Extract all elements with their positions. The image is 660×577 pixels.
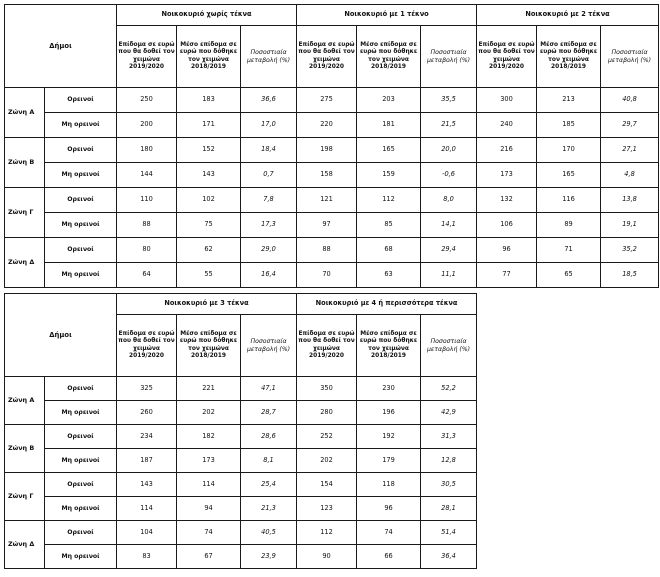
table-row	[5, 377, 477, 401]
value-cell: 170	[537, 138, 601, 163]
value-cell: 66	[357, 545, 421, 569]
value-cell: 198	[297, 138, 357, 163]
municipality-label: Μη ορεινοί	[45, 401, 117, 425]
value-cell: 220	[297, 113, 357, 138]
table-row	[5, 238, 659, 263]
heating-allowance-table-2	[4, 293, 477, 569]
municipality-label: Μη ορεινοί	[45, 213, 117, 238]
table-row	[5, 88, 659, 113]
value-cell: 275	[297, 88, 357, 113]
value-cell: 216	[477, 138, 537, 163]
table-row	[5, 263, 659, 288]
avg-allowance-header: Μέσο επίδομα σε ευρώ που δόθηκε τον χειμώνα 2018/2019	[537, 26, 601, 88]
value-cell: 250	[117, 88, 177, 113]
pct-cell: 7,8	[241, 188, 297, 213]
pct-cell: 52,2	[421, 377, 477, 401]
municipality-label: Μη ορεινοί	[45, 163, 117, 188]
table-row	[5, 113, 659, 138]
value-cell: 123	[297, 497, 357, 521]
avg-allowance-header: Μέσο επίδομα σε ευρώ που δόθηκε τον χειμώνα 2018/2019	[357, 26, 421, 88]
value-cell: 80	[117, 238, 177, 263]
allowance-header: Επίδομα σε ευρώ που θα δοθεί τον χειμώνα 2019/2020	[477, 26, 537, 88]
value-cell: 104	[117, 521, 177, 545]
pct-cell: 42,9	[421, 401, 477, 425]
group-header: Νοικοκυριό με 4 ή περισσότερα τέκνα	[297, 294, 477, 315]
pct-cell: 18,5	[601, 263, 659, 288]
value-cell: 143	[177, 163, 241, 188]
municipality-label: Μη ορεινοί	[45, 497, 117, 521]
value-cell: 230	[357, 377, 421, 401]
municipality-label: Μη ορεινοί	[45, 449, 117, 473]
value-cell: 143	[117, 473, 177, 497]
value-cell: 200	[117, 113, 177, 138]
municipality-label: Ορεινοί	[45, 425, 117, 449]
zone-label: Ζώνη Β	[5, 425, 45, 473]
pct-cell: 11,1	[421, 263, 477, 288]
value-cell: 182	[177, 425, 241, 449]
pct-cell: 23,9	[241, 545, 297, 569]
value-cell: 74	[357, 521, 421, 545]
table-row	[5, 521, 477, 545]
zone-label: Ζώνη Β	[5, 138, 45, 188]
zone-label: Ζώνη Γ	[5, 473, 45, 521]
table-row	[5, 188, 659, 213]
municipality-label: Μη ορεινοί	[45, 113, 117, 138]
pct-cell: 8,0	[421, 188, 477, 213]
pct-cell: 8,1	[241, 449, 297, 473]
avg-allowance-header: Μέσο επίδομα σε ευρώ που δόθηκε τον χειμώνα 2018/2019	[177, 26, 241, 88]
pct-cell: 21,5	[421, 113, 477, 138]
pct-cell: 17,3	[241, 213, 297, 238]
value-cell: 94	[177, 497, 241, 521]
value-cell: 102	[177, 188, 241, 213]
value-cell: 106	[477, 213, 537, 238]
pct-cell: 25,4	[241, 473, 297, 497]
municipality-label: Ορεινοί	[45, 521, 117, 545]
value-cell: 180	[117, 138, 177, 163]
pct-change-header: Ποσοστιαία μεταβολή (%)	[601, 26, 659, 88]
municipality-label: Μη ορεινοί	[45, 545, 117, 569]
value-cell: 62	[177, 238, 241, 263]
allowance-header: Επίδομα σε ευρώ που θα δοθεί τον χειμώνα 2019/2020	[117, 26, 177, 88]
pct-cell: 28,7	[241, 401, 297, 425]
municipality-label: Ορεινοί	[45, 238, 117, 263]
value-cell: 114	[177, 473, 241, 497]
value-cell: 88	[297, 238, 357, 263]
value-cell: 132	[477, 188, 537, 213]
municipality-label: Ορεινοί	[45, 88, 117, 113]
pct-cell: 36,4	[421, 545, 477, 569]
value-cell: 67	[177, 545, 241, 569]
value-cell: 165	[537, 163, 601, 188]
pct-cell: 28,6	[241, 425, 297, 449]
value-cell: 185	[537, 113, 601, 138]
value-cell: 196	[357, 401, 421, 425]
table-row	[5, 163, 659, 188]
pct-cell: 17,0	[241, 113, 297, 138]
allowance-header: Επίδομα σε ευρώ που θα δοθεί τον χειμώνα 2019/2020	[117, 315, 177, 377]
group-header: Νοικοκυριό με 1 τέκνο	[297, 5, 477, 26]
value-cell: 165	[357, 138, 421, 163]
municipality-label: Μη ορεινοί	[45, 263, 117, 288]
zone-label: Ζώνη Α	[5, 88, 45, 138]
value-cell: 260	[117, 401, 177, 425]
pct-cell: 51,4	[421, 521, 477, 545]
municipality-label: Ορεινοί	[45, 377, 117, 401]
value-cell: 179	[357, 449, 421, 473]
table-row	[5, 449, 477, 473]
value-cell: 71	[537, 238, 601, 263]
value-cell: 152	[177, 138, 241, 163]
value-cell: 325	[117, 377, 177, 401]
table-row	[5, 138, 659, 163]
value-cell: 181	[357, 113, 421, 138]
value-cell: 202	[177, 401, 241, 425]
pct-cell: 40,8	[601, 88, 659, 113]
value-cell: 213	[537, 88, 601, 113]
value-cell: 112	[297, 521, 357, 545]
zone-label: Ζώνη Α	[5, 377, 45, 425]
value-cell: 240	[477, 113, 537, 138]
value-cell: 118	[357, 473, 421, 497]
table-row	[5, 545, 477, 569]
value-cell: 192	[357, 425, 421, 449]
value-cell: 90	[297, 545, 357, 569]
value-cell: 97	[297, 213, 357, 238]
group-header: Νοικοκυριό με 2 τέκνα	[477, 5, 659, 26]
value-cell: 159	[357, 163, 421, 188]
zone-label: Ζώνη Γ	[5, 188, 45, 238]
zone-label: Ζώνη Δ	[5, 521, 45, 569]
pct-cell: 35,5	[421, 88, 477, 113]
allowance-header: Επίδομα σε ευρώ που θα δοθεί τον χειμώνα 2019/2020	[297, 26, 357, 88]
municipality-label: Ορεινοί	[45, 473, 117, 497]
pct-cell: 18,4	[241, 138, 297, 163]
value-cell: 234	[117, 425, 177, 449]
pct-cell: 35,2	[601, 238, 659, 263]
pct-cell: 20,0	[421, 138, 477, 163]
value-cell: 221	[177, 377, 241, 401]
value-cell: 75	[177, 213, 241, 238]
pct-cell: 13,8	[601, 188, 659, 213]
value-cell: 96	[357, 497, 421, 521]
avg-allowance-header: Μέσο επίδομα σε ευρώ που δόθηκε τον χειμώνα 2018/2019	[177, 315, 241, 377]
value-cell: 89	[537, 213, 601, 238]
table-row	[5, 473, 477, 497]
table-row	[5, 213, 659, 238]
pct-cell: 29,0	[241, 238, 297, 263]
value-cell: 300	[477, 88, 537, 113]
pct-cell: 19,1	[601, 213, 659, 238]
value-cell: 350	[297, 377, 357, 401]
pct-cell: 36,6	[241, 88, 297, 113]
allowance-header: Επίδομα σε ευρώ που θα δοθεί τον χειμώνα 2019/2020	[297, 315, 357, 377]
table-row	[5, 425, 477, 449]
municipalities-header: Δήμοι	[5, 5, 117, 88]
pct-cell: 47,1	[241, 377, 297, 401]
avg-allowance-header: Μέσο επίδομα σε ευρώ που δόθηκε τον χειμώνα 2018/2019	[357, 315, 421, 377]
pct-cell: 31,3	[421, 425, 477, 449]
value-cell: 74	[177, 521, 241, 545]
value-cell: 144	[117, 163, 177, 188]
value-cell: 203	[357, 88, 421, 113]
pct-cell: 30,5	[421, 473, 477, 497]
value-cell: 68	[357, 238, 421, 263]
value-cell: 154	[297, 473, 357, 497]
value-cell: 171	[177, 113, 241, 138]
value-cell: 88	[117, 213, 177, 238]
value-cell: 70	[297, 263, 357, 288]
pct-cell: 27,1	[601, 138, 659, 163]
value-cell: 77	[477, 263, 537, 288]
value-cell: 121	[297, 188, 357, 213]
municipality-label: Ορεινοί	[45, 188, 117, 213]
table-row	[5, 497, 477, 521]
value-cell: 64	[117, 263, 177, 288]
value-cell: 85	[357, 213, 421, 238]
pct-cell: 21,3	[241, 497, 297, 521]
value-cell: 280	[297, 401, 357, 425]
value-cell: 158	[297, 163, 357, 188]
heating-allowance-table-1	[4, 4, 659, 288]
value-cell: 110	[117, 188, 177, 213]
pct-cell: -0,6	[421, 163, 477, 188]
pct-change-header: Ποσοστιαία μεταβολή (%)	[241, 315, 297, 377]
pct-cell: 28,1	[421, 497, 477, 521]
group-header: Νοικοκυριό με 3 τέκνα	[117, 294, 297, 315]
value-cell: 112	[357, 188, 421, 213]
table-row	[5, 401, 477, 425]
pct-cell: 29,4	[421, 238, 477, 263]
value-cell: 173	[477, 163, 537, 188]
pct-cell: 14,1	[421, 213, 477, 238]
pct-change-header: Ποσοστιαία μεταβολή (%)	[241, 26, 297, 88]
value-cell: 114	[117, 497, 177, 521]
value-cell: 202	[297, 449, 357, 473]
municipalities-header: Δήμοι	[5, 294, 117, 377]
value-cell: 65	[537, 263, 601, 288]
value-cell: 187	[117, 449, 177, 473]
pct-cell: 4,8	[601, 163, 659, 188]
value-cell: 83	[117, 545, 177, 569]
pct-cell: 0,7	[241, 163, 297, 188]
pct-cell: 16,4	[241, 263, 297, 288]
value-cell: 173	[177, 449, 241, 473]
value-cell: 63	[357, 263, 421, 288]
value-cell: 55	[177, 263, 241, 288]
zone-label: Ζώνη Δ	[5, 238, 45, 288]
municipality-label: Ορεινοί	[45, 138, 117, 163]
pct-cell: 12,8	[421, 449, 477, 473]
pct-change-header: Ποσοστιαία μεταβολή (%)	[421, 315, 477, 377]
pct-cell: 40,5	[241, 521, 297, 545]
pct-change-header: Ποσοστιαία μεταβολή (%)	[421, 26, 477, 88]
value-cell: 252	[297, 425, 357, 449]
value-cell: 183	[177, 88, 241, 113]
group-header: Νοικοκυριό χωρίς τέκνα	[117, 5, 297, 26]
pct-cell: 29,7	[601, 113, 659, 138]
value-cell: 96	[477, 238, 537, 263]
value-cell: 116	[537, 188, 601, 213]
